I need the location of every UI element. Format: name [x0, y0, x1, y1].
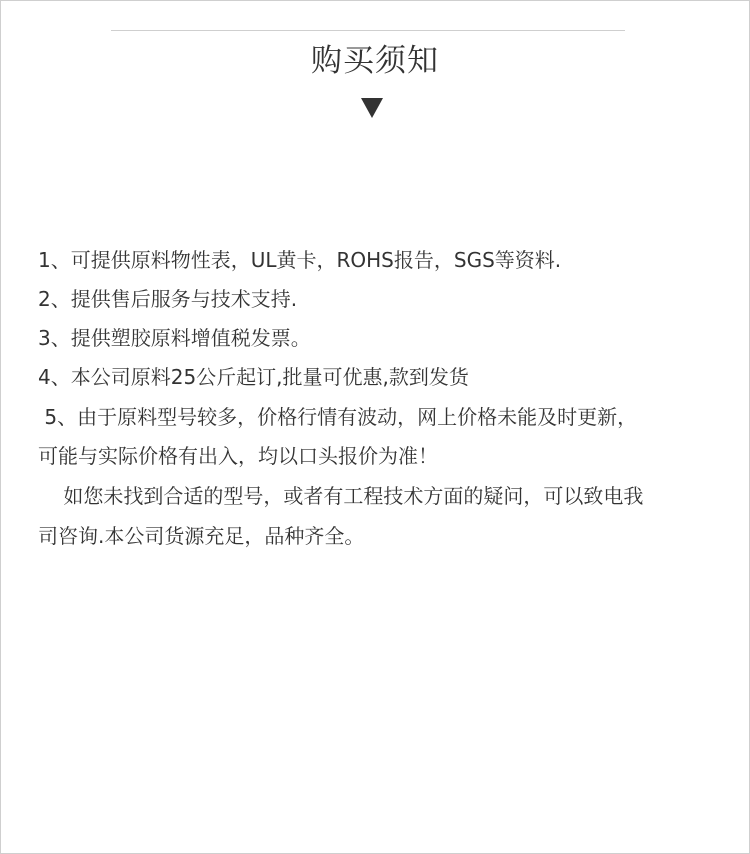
notice-item-3: 3、提供塑胶原料增值税发票。: [38, 326, 311, 350]
contact-note-cont: 司咨询.本公司货源充足，品种齐全。: [38, 524, 365, 548]
page-title: 购买须知: [311, 43, 439, 79]
notice-item-5: 5、由于原料型号较多，价格行情有波动，网上价格未能及时更新，: [38, 405, 638, 429]
notice-item-4: 4、本公司原料25公斤起订,批量可优惠,款到发货: [38, 365, 469, 389]
notice-item-5-cont: 可能与实际价格有出入，均以口头报价为准！: [38, 444, 438, 468]
notice-item-1: 1、可提供原料物性表，UL黄卡，ROHS报告，SGS等资料.: [38, 248, 562, 272]
notice-item-2: 2、提供售后服务与技术支持.: [38, 287, 298, 311]
down-arrow-icon: [361, 98, 383, 118]
contact-note: 如您未找到合适的型号，或者有工程技术方面的疑问，可以致电我: [38, 484, 644, 508]
top-divider: [111, 30, 625, 31]
